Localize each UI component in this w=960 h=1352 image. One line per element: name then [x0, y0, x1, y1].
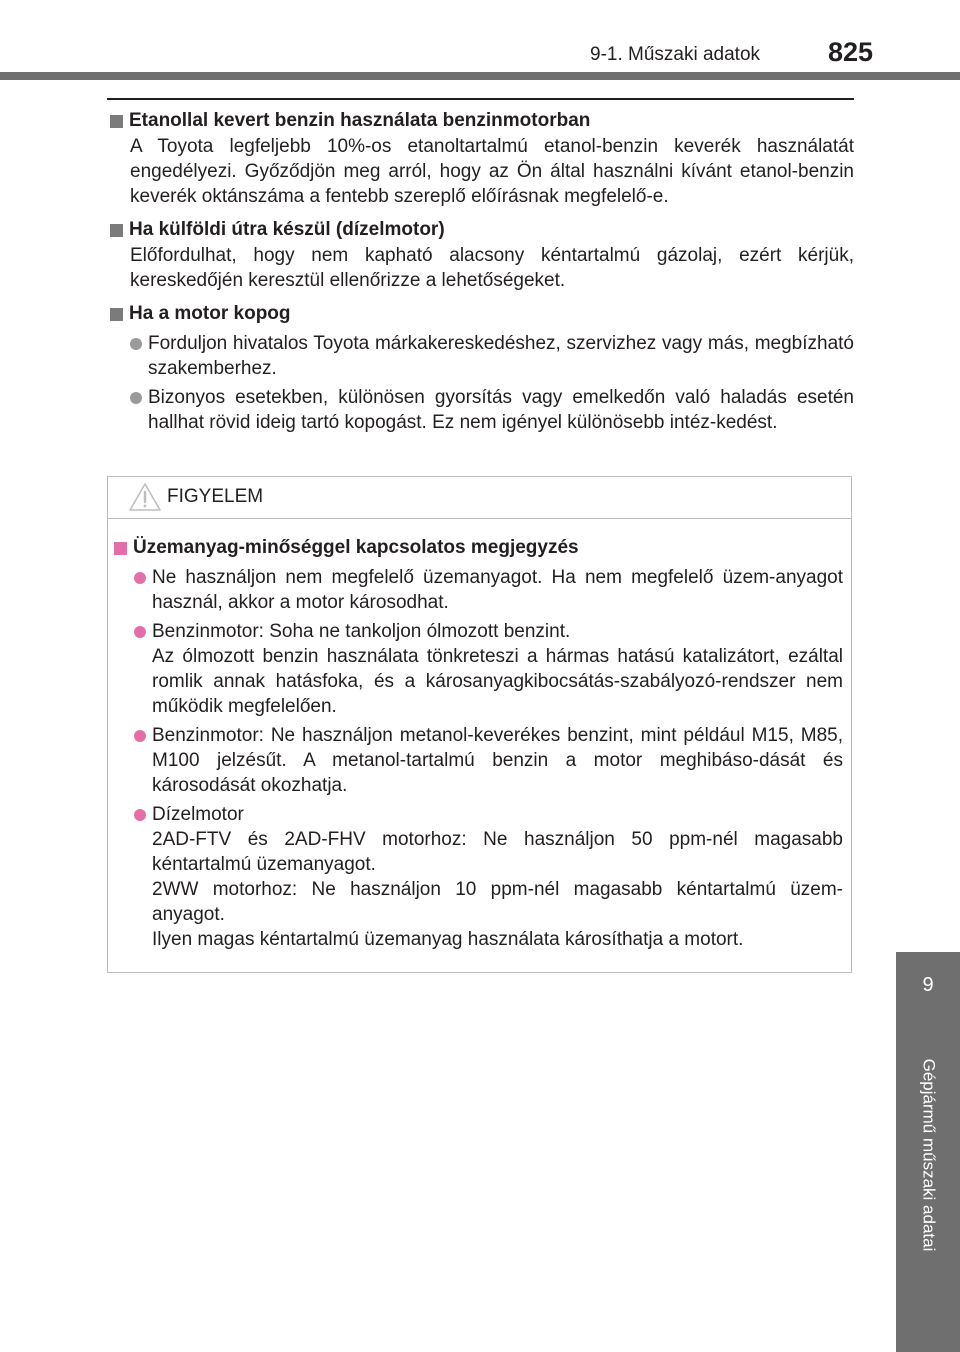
square-bullet-icon: [110, 115, 123, 128]
round-bullet-icon: [134, 572, 146, 584]
list-item-text: [152, 723, 843, 798]
list-line: Dízelmotor: [152, 804, 244, 825]
header-section-title: 9-1. Műszaki adatok: [590, 44, 761, 65]
section-knock: [110, 301, 854, 435]
list-item: [134, 619, 843, 719]
square-bullet-icon: [114, 542, 127, 555]
section-heading-ethanol: [110, 108, 854, 134]
list-line: Benzinmotor: Ne használjon metanol-keverékes benzint, mint például M15, M85, M100 jelzésűt. A metanol-tartalmú benzin a motor meghibáso-dását és károsodását okozhatja.: [152, 725, 843, 796]
list-item-text: Forduljon hivatalos Toyota márkakereskedéshez, szervizhez vagy más, megbízható szakemberhez.: [148, 333, 854, 379]
list-item-text: [152, 619, 843, 719]
section-ethanol: [110, 108, 854, 209]
section-paragraph: A Toyota legfeljebb 10%-os etanoltartalmú etanol-benzin keverék használatát engedélyezi. Győződjön meg arról, hogy az Ön által használni kívánt etanol-benzin keverék oktánszáma a fentebb szereplő előírásnak megfelelő-e.: [130, 136, 854, 207]
section-travel: [110, 217, 854, 293]
list-item: [134, 723, 843, 798]
square-bullet-icon: [110, 224, 123, 237]
warning-box: [107, 476, 852, 973]
round-bullet-icon: [134, 809, 146, 821]
list-item-text: [152, 565, 843, 615]
section-heading-text: Etanollal kevert benzin használata benzinmotorban: [129, 110, 591, 131]
list-line: 2WW motorhoz: Ne használjon 10 ppm-nél magasabb kéntartalmú üzem-anyagot.: [152, 879, 843, 925]
list-item: [134, 565, 843, 615]
list-line: Ilyen magas kéntartalmú üzemanyag használata károsíthatja a motort.: [152, 929, 744, 950]
section-heading-knock: [110, 301, 854, 327]
warning-triangle-icon: [128, 482, 162, 512]
list-item-text: Bizonyos esetekben, különösen gyorsítás vagy emelkedőn való haladás esetén hallhat rövid ideig tartó kopogást. Ez nem igényel különösebb intéz-kedést.: [148, 387, 854, 433]
top-rule: [107, 98, 854, 100]
list-item: [134, 802, 843, 952]
warning-body: [114, 535, 843, 956]
list-line: Ne használjon nem megfelelő üzemanyagot. Ha nem megfelelő üzem-anyagot használ, akkor a motor károsodhat.: [152, 567, 843, 613]
header-bar: [0, 72, 960, 80]
list-line: Benzinmotor: Soha ne tankoljon ólmozott benzint.: [152, 621, 571, 642]
chapter-label-wrap: [896, 1035, 960, 1275]
section-heading-travel: [110, 217, 854, 243]
list-item: [130, 331, 854, 381]
round-bullet-icon: [134, 626, 146, 638]
list-item-text: [152, 802, 843, 952]
list-item: [130, 385, 854, 435]
warning-heading-text: Üzemanyag-minőséggel kapcsolatos megjegyzés: [133, 537, 579, 558]
warning-heading: [114, 535, 843, 561]
warning-title: FIGYELEM: [167, 486, 264, 507]
chapter-number: 9: [922, 974, 934, 996]
warning-header: [108, 477, 851, 519]
chapter-label: Gépjármű műszaki adatai: [919, 1058, 939, 1252]
square-bullet-icon: [110, 308, 123, 321]
page-number: 825: [828, 37, 874, 67]
round-bullet-icon: [130, 392, 142, 404]
section-heading-text: Ha külföldi útra készül (dízelmotor): [129, 219, 445, 240]
round-bullet-icon: [130, 338, 142, 350]
list-line: Az ólmozott benzin használata tönkreteszi a hármas hatású katalizátort, ezáltal romlik annak hatásfoka, és a károsanyagkibocsátás-szabályozó-rendszer nem működik megfelelően.: [152, 646, 843, 717]
main-content: [110, 108, 854, 443]
list-line: 2AD-FTV és 2AD-FHV motorhoz: Ne használjon 50 ppm-nél magasabb kéntartalmú üzemanyagot.: [152, 829, 843, 875]
section-paragraph: Előfordulhat, hogy nem kapható alacsony kéntartalmú gázolaj, ezért kérjük, kereskedőjén keresztül ellenőrizze a lehetőségeket.: [130, 245, 854, 291]
section-heading-text: Ha a motor kopog: [129, 303, 291, 324]
round-bullet-icon: [134, 730, 146, 742]
